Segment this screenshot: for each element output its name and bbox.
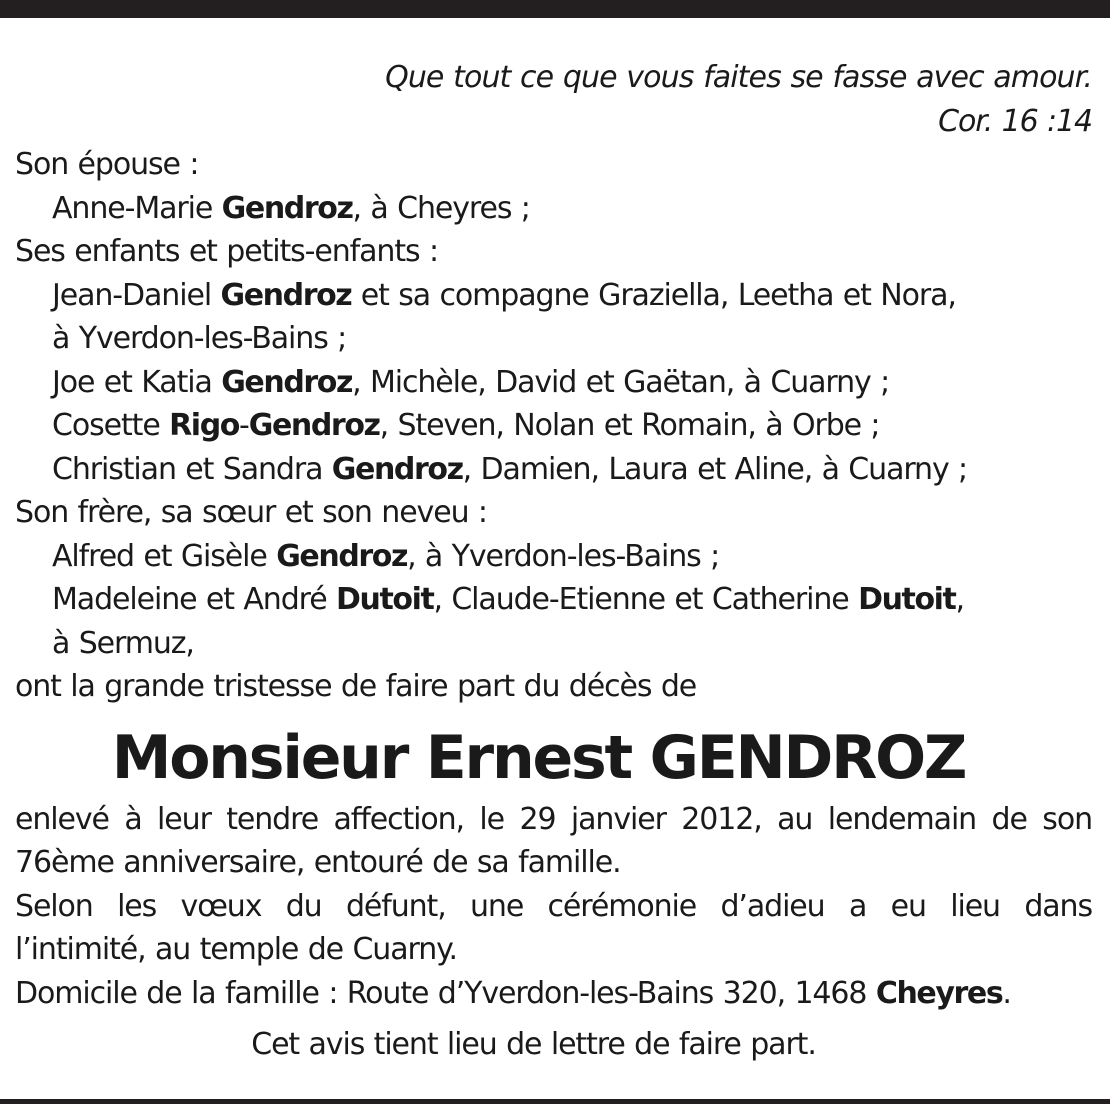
spouse-line (15, 187, 1092, 231)
child-line-4 (15, 448, 1092, 492)
address-city: Cheyres (875, 975, 1003, 1011)
top-border-bar (0, 0, 1110, 18)
epigraph-quote: Que tout ce que vous faites se fasse avec amour. (385, 60, 1092, 95)
body-line-3: Selon les vœux du défunt, une cérémonie d’adieu a eu lieu dans (15, 888, 1092, 924)
siblings-heading: Son frère, sa sœur et son neveu : (15, 495, 487, 530)
sibling-surname: Dutoit (336, 582, 434, 617)
family-address-line (15, 972, 1092, 1016)
child-details: et sa compagne Graziella, Leetha et Nora, (351, 277, 956, 313)
child-first-name: Cosette (52, 408, 170, 443)
spouse-heading: Son épouse : (15, 147, 199, 182)
child-line-1 (15, 274, 1092, 318)
child-surname: Gendroz (221, 364, 353, 400)
spouse-place: , à Cheyres ; (352, 190, 530, 226)
child-first-name: Joe et Katia (52, 364, 222, 400)
bottom-border-rule (0, 1099, 1110, 1104)
child-line-3 (15, 404, 1092, 448)
sibling-details: , (955, 582, 964, 617)
address-suffix: . (1002, 975, 1011, 1011)
spouse-surname: Gendroz (221, 190, 353, 226)
surname-dash: - (238, 408, 249, 443)
child-surname-1: Rigo (169, 408, 239, 443)
sibling-line-2-continuation: à Sermuz, (52, 625, 194, 661)
body-line-4: l’intimité, au temple de Cuarny. (15, 932, 457, 967)
body-line-2: 76ème anniversaire, entouré de sa famille. (15, 845, 621, 880)
children-heading: Ses enfants et petits-enfants : (15, 234, 438, 269)
child-details: , Michèle, David et Gaëtan, à Cuarny ; (352, 364, 890, 400)
epigraph-reference: Cor. 16 :14 (938, 103, 1092, 139)
child-surname: Gendroz (331, 451, 463, 487)
obituary-notice (15, 56, 1092, 1067)
spouse-first-name: Anne-Marie (52, 190, 222, 226)
child-first-name: Jean-Daniel (52, 277, 221, 313)
address-text: Domicile de la famille : Route d’Yverdon-les-Bains 320, 1468 (15, 975, 876, 1011)
child-line-2 (15, 361, 1092, 405)
sibling-first-name: Madeleine et André (52, 582, 337, 617)
deceased-name-heading: Monsieur Ernest GENDROZ (111, 722, 966, 793)
child-details: , Steven, Nolan et Romain, à Orbe ; (379, 408, 880, 443)
sibling-line-2 (15, 578, 1092, 622)
sibling-middle: , Claude-Etienne et Catherine (433, 582, 859, 617)
sibling-line-1 (15, 535, 1092, 579)
child-surname-2: Gendroz (248, 408, 380, 443)
child-line-1-continuation: à Yverdon-les-Bains ; (52, 321, 347, 356)
sibling-surname: Gendroz (276, 538, 408, 574)
sibling-surname-2: Dutoit (858, 582, 956, 617)
sibling-first-name: Alfred et Gisèle (52, 538, 277, 574)
child-surname: Gendroz (220, 277, 352, 313)
announcement-line: ont la grande tristesse de faire part du décès de (15, 669, 697, 704)
body-line-1: enlevé à leur tendre affection, le 29 janvier 2012, au lendemain de son (15, 801, 1092, 837)
child-details: , Damien, Laura et Aline, à Cuarny ; (462, 451, 968, 487)
footer-note: Cet avis tient lieu de lettre de faire part. (251, 1027, 816, 1062)
child-first-name: Christian et Sandra (52, 451, 332, 487)
sibling-details: , à Yverdon-les-Bains ; (407, 538, 720, 574)
